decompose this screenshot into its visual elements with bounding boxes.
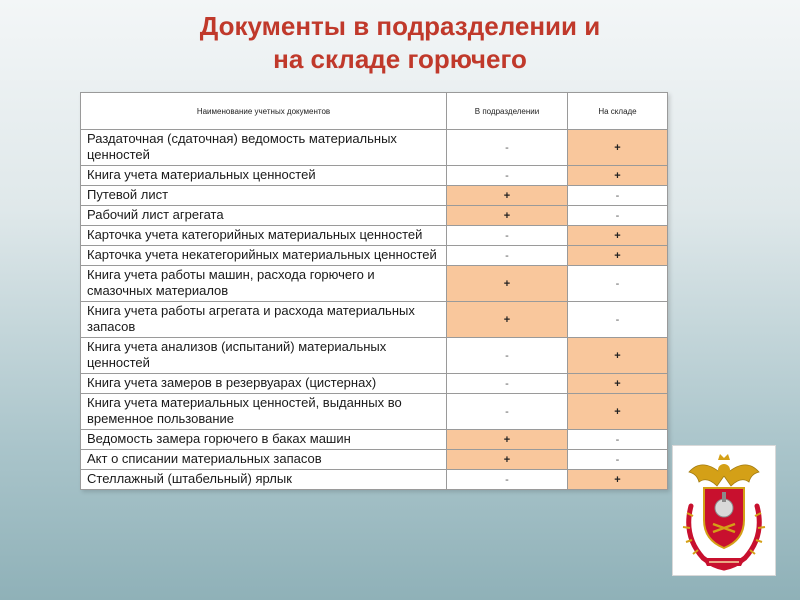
warehouse-mark-cell: +: [568, 394, 668, 430]
division-mark-cell: -: [447, 130, 568, 166]
emblem-graphic: [673, 446, 775, 575]
table-row: [81, 430, 668, 450]
division-mark-cell: -: [447, 338, 568, 374]
warehouse-mark-cell: -: [568, 302, 668, 338]
document-name-cell: Книга учета работы машин, расхода горючего и смазочных материалов: [81, 266, 447, 302]
document-name-cell: Карточка учета категорийных материальных ценностей: [81, 226, 447, 246]
division-mark-cell: -: [447, 374, 568, 394]
table-row: [81, 186, 668, 206]
column-header-warehouse: На складе: [568, 93, 668, 130]
document-name-cell: Путевой лист: [81, 186, 447, 206]
warehouse-mark-cell: +: [568, 246, 668, 266]
warehouse-mark-cell: +: [568, 166, 668, 186]
division-mark-cell: +: [447, 266, 568, 302]
document-name-cell: Рабочий лист агрегата: [81, 206, 447, 226]
slide-title-line-2: на складе горючего: [273, 44, 527, 74]
document-name-cell: Книга учета материальных ценностей, выданных во временное пользование: [81, 394, 447, 430]
table-header-row: [81, 93, 668, 130]
warehouse-mark-cell: +: [568, 374, 668, 394]
table-row: [81, 246, 668, 266]
document-name-cell: Книга учета анализов (испытаний) материальных ценностей: [81, 338, 447, 374]
document-name-cell: Карточка учета некатегорийных материальных ценностей: [81, 246, 447, 266]
table-row: [81, 130, 668, 166]
table-row: [81, 338, 668, 374]
slide-title: [0, 10, 800, 76]
division-mark-cell: -: [447, 166, 568, 186]
warehouse-mark-cell: -: [568, 430, 668, 450]
warehouse-mark-cell: +: [568, 226, 668, 246]
document-name-cell: Книга учета работы агрегата и расхода материальных запасов: [81, 302, 447, 338]
warehouse-mark-cell: +: [568, 470, 668, 490]
warehouse-mark-cell: -: [568, 450, 668, 470]
document-name-cell: Книга учета замеров в резервуарах (цистернах): [81, 374, 447, 394]
slide-title-line-1: Документы в подразделении и: [199, 11, 601, 41]
table-row: [81, 470, 668, 490]
table-row: [81, 166, 668, 186]
document-name-cell: Книга учета материальных ценностей: [81, 166, 447, 186]
warehouse-mark-cell: +: [568, 130, 668, 166]
document-name-cell: Раздаточная (сдаточная) ведомость материальных ценностей: [81, 130, 447, 166]
military-fuel-service-emblem-icon: [672, 445, 776, 576]
division-mark-cell: -: [447, 226, 568, 246]
column-header-division: В подразделении: [447, 93, 568, 130]
warehouse-mark-cell: +: [568, 338, 668, 374]
table-row: [81, 206, 668, 226]
table-row: [81, 394, 668, 430]
document-name-cell: Стеллажный (штабельный) ярлык: [81, 470, 447, 490]
division-mark-cell: +: [447, 430, 568, 450]
division-mark-cell: +: [447, 450, 568, 470]
warehouse-mark-cell: -: [568, 206, 668, 226]
table-row: [81, 266, 668, 302]
division-mark-cell: +: [447, 186, 568, 206]
documents-table: [80, 92, 668, 490]
table-row: [81, 302, 668, 338]
division-mark-cell: +: [447, 206, 568, 226]
table-row: [81, 226, 668, 246]
division-mark-cell: -: [447, 470, 568, 490]
division-mark-cell: -: [447, 394, 568, 430]
division-mark-cell: +: [447, 302, 568, 338]
table-row: [81, 450, 668, 470]
document-name-cell: Ведомость замера горючего в баках машин: [81, 430, 447, 450]
division-mark-cell: -: [447, 246, 568, 266]
warehouse-mark-cell: -: [568, 266, 668, 302]
column-header-name: Наименование учетных документов: [81, 93, 447, 130]
warehouse-mark-cell: -: [568, 186, 668, 206]
table-row: [81, 374, 668, 394]
document-name-cell: Акт о списании материальных запасов: [81, 450, 447, 470]
table-body: [81, 130, 668, 490]
